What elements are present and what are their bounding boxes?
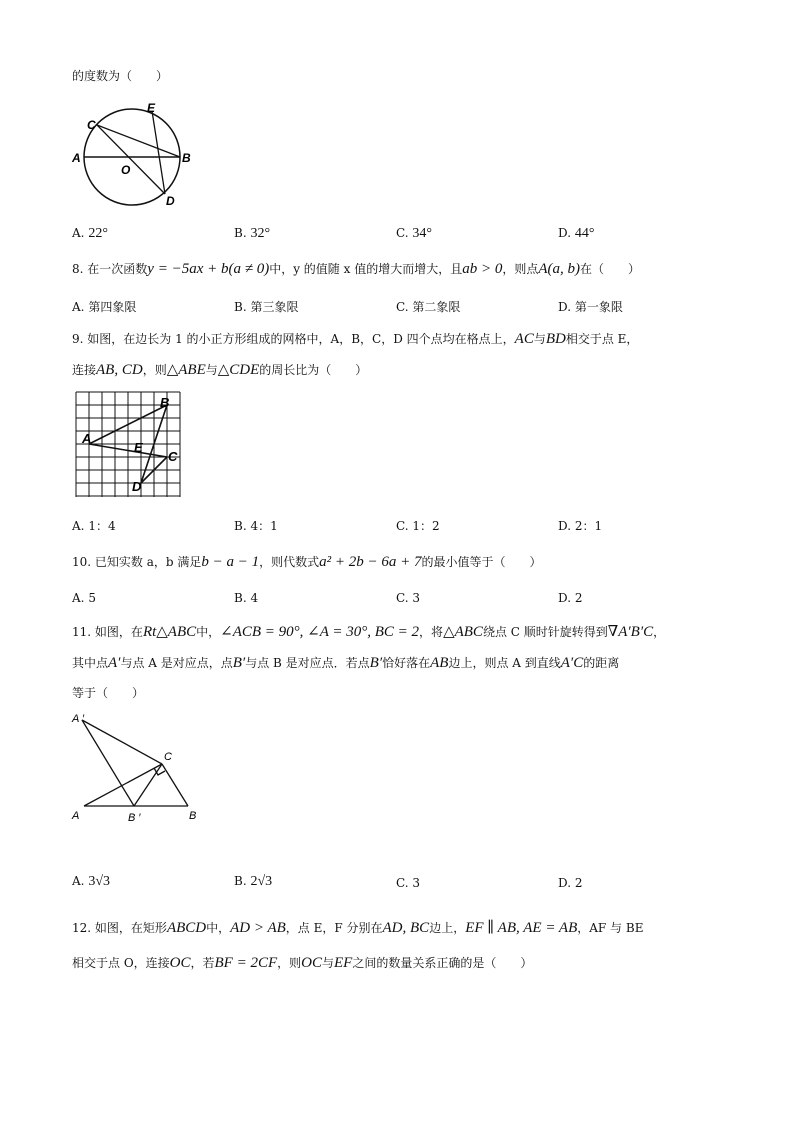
q11-option-b: B. 2√3 [234, 874, 273, 889]
q7-circle-figure [68, 98, 198, 210]
q7-label-d: D [166, 194, 175, 208]
q7-label-e: E [147, 101, 156, 115]
q11-option-a: A. 3√3 [72, 874, 110, 889]
q8-stem: 8. 在一次函数y = −5ax + b(a ≠ 0)中，y 的值随 x 值的增大而增大，且ab > 0，则点A(a, b)在（ ） [72, 261, 641, 277]
q10-option-a: A. 5 [72, 591, 96, 605]
q9-option-a: A. 1：4 [72, 519, 116, 533]
q10-stem: 10. 已知实数 a，b 满足b − a − 1，则代数式a² + 2b − 6a + 7的最小值等于（ ） [72, 554, 542, 570]
q12-stem-line2: 相交于点 O，连接OC，若BF = 2CF，则OC与EF之间的数量关系正确的是（ ） [72, 955, 533, 971]
q11-stem-line3: 等于（ ） [72, 686, 145, 700]
q7-option-d: D. 44° [558, 226, 595, 241]
q7-label-c: C [87, 118, 96, 132]
q9-label-a: A [82, 431, 92, 446]
q9-label-d: D [132, 479, 142, 494]
q11-label-a-prime: A ′ [72, 713, 85, 725]
q10-option-d: D. 2 [558, 591, 583, 605]
q9-option-c: C. 1：2 [396, 519, 440, 533]
q11-label-c: C [164, 751, 172, 763]
q8-option-b: B. 第三象限 [234, 300, 299, 314]
q10-option-b: B. 4 [234, 591, 259, 605]
q8-option-a: A. 第四象限 [72, 300, 137, 314]
q7-stem-tail: 的度数为（ ） [72, 69, 169, 83]
q7-label-b: B [182, 151, 191, 165]
q9-label-b: B [160, 395, 170, 410]
q7-option-a: A. 22° [72, 226, 108, 241]
q7-option-b: B. 32° [234, 226, 271, 241]
q11-label-b-prime: B ′ [128, 812, 141, 824]
q9-stem-line1: 9. 如图，在边长为 1 的小正方形组成的网格中，A，B，C，D 四个点均在格点上，AC与BD相交于点 E， [72, 331, 639, 347]
q11-triangle-figure [68, 708, 218, 830]
q7-option-c: C. 34° [396, 226, 433, 241]
q11-stem-line2: 其中点A′与点 A 是对应点，点B′与点 B 是对应点．若点B′恰好落在AB边上，则点 A 到直线A′C的距离 [72, 655, 620, 671]
q9-label-e: E [134, 440, 143, 455]
q9-grid-figure [74, 390, 190, 500]
q12-stem-line1: 12. 如图，在矩形ABCD中，AD > AB，点 E，F 分别在AD, BC边上，EF ∥ AB, AE = AB，AF 与 BE [72, 920, 644, 936]
q7-label-o: O [121, 163, 131, 177]
q8-option-c: C. 第二象限 [396, 300, 461, 314]
q11-option-c: C. 3 [396, 876, 421, 890]
q9-label-c: C [168, 449, 178, 464]
q11-stem-line1: 11. 如图，在Rt△ABC中，∠ACB = 90°, ∠A = 30°, BC = 2，将△ABC绕点 C 顺时针旋转得到∇A′B′C， [72, 624, 666, 640]
q11-option-d: D. 2 [558, 876, 583, 890]
q11-label-a: A [72, 810, 80, 822]
q9-option-d: D. 2：1 [558, 519, 603, 533]
q8-option-d: D. 第一象限 [558, 300, 623, 314]
q10-option-c: C. 3 [396, 591, 421, 605]
q9-option-b: B. 4：1 [234, 519, 278, 533]
q11-label-b: B [189, 810, 197, 822]
q9-stem-line2: 连接AB, CD，则△ABE与△CDE的周长比为（ ） [72, 362, 368, 378]
q7-label-a: A [72, 151, 81, 165]
